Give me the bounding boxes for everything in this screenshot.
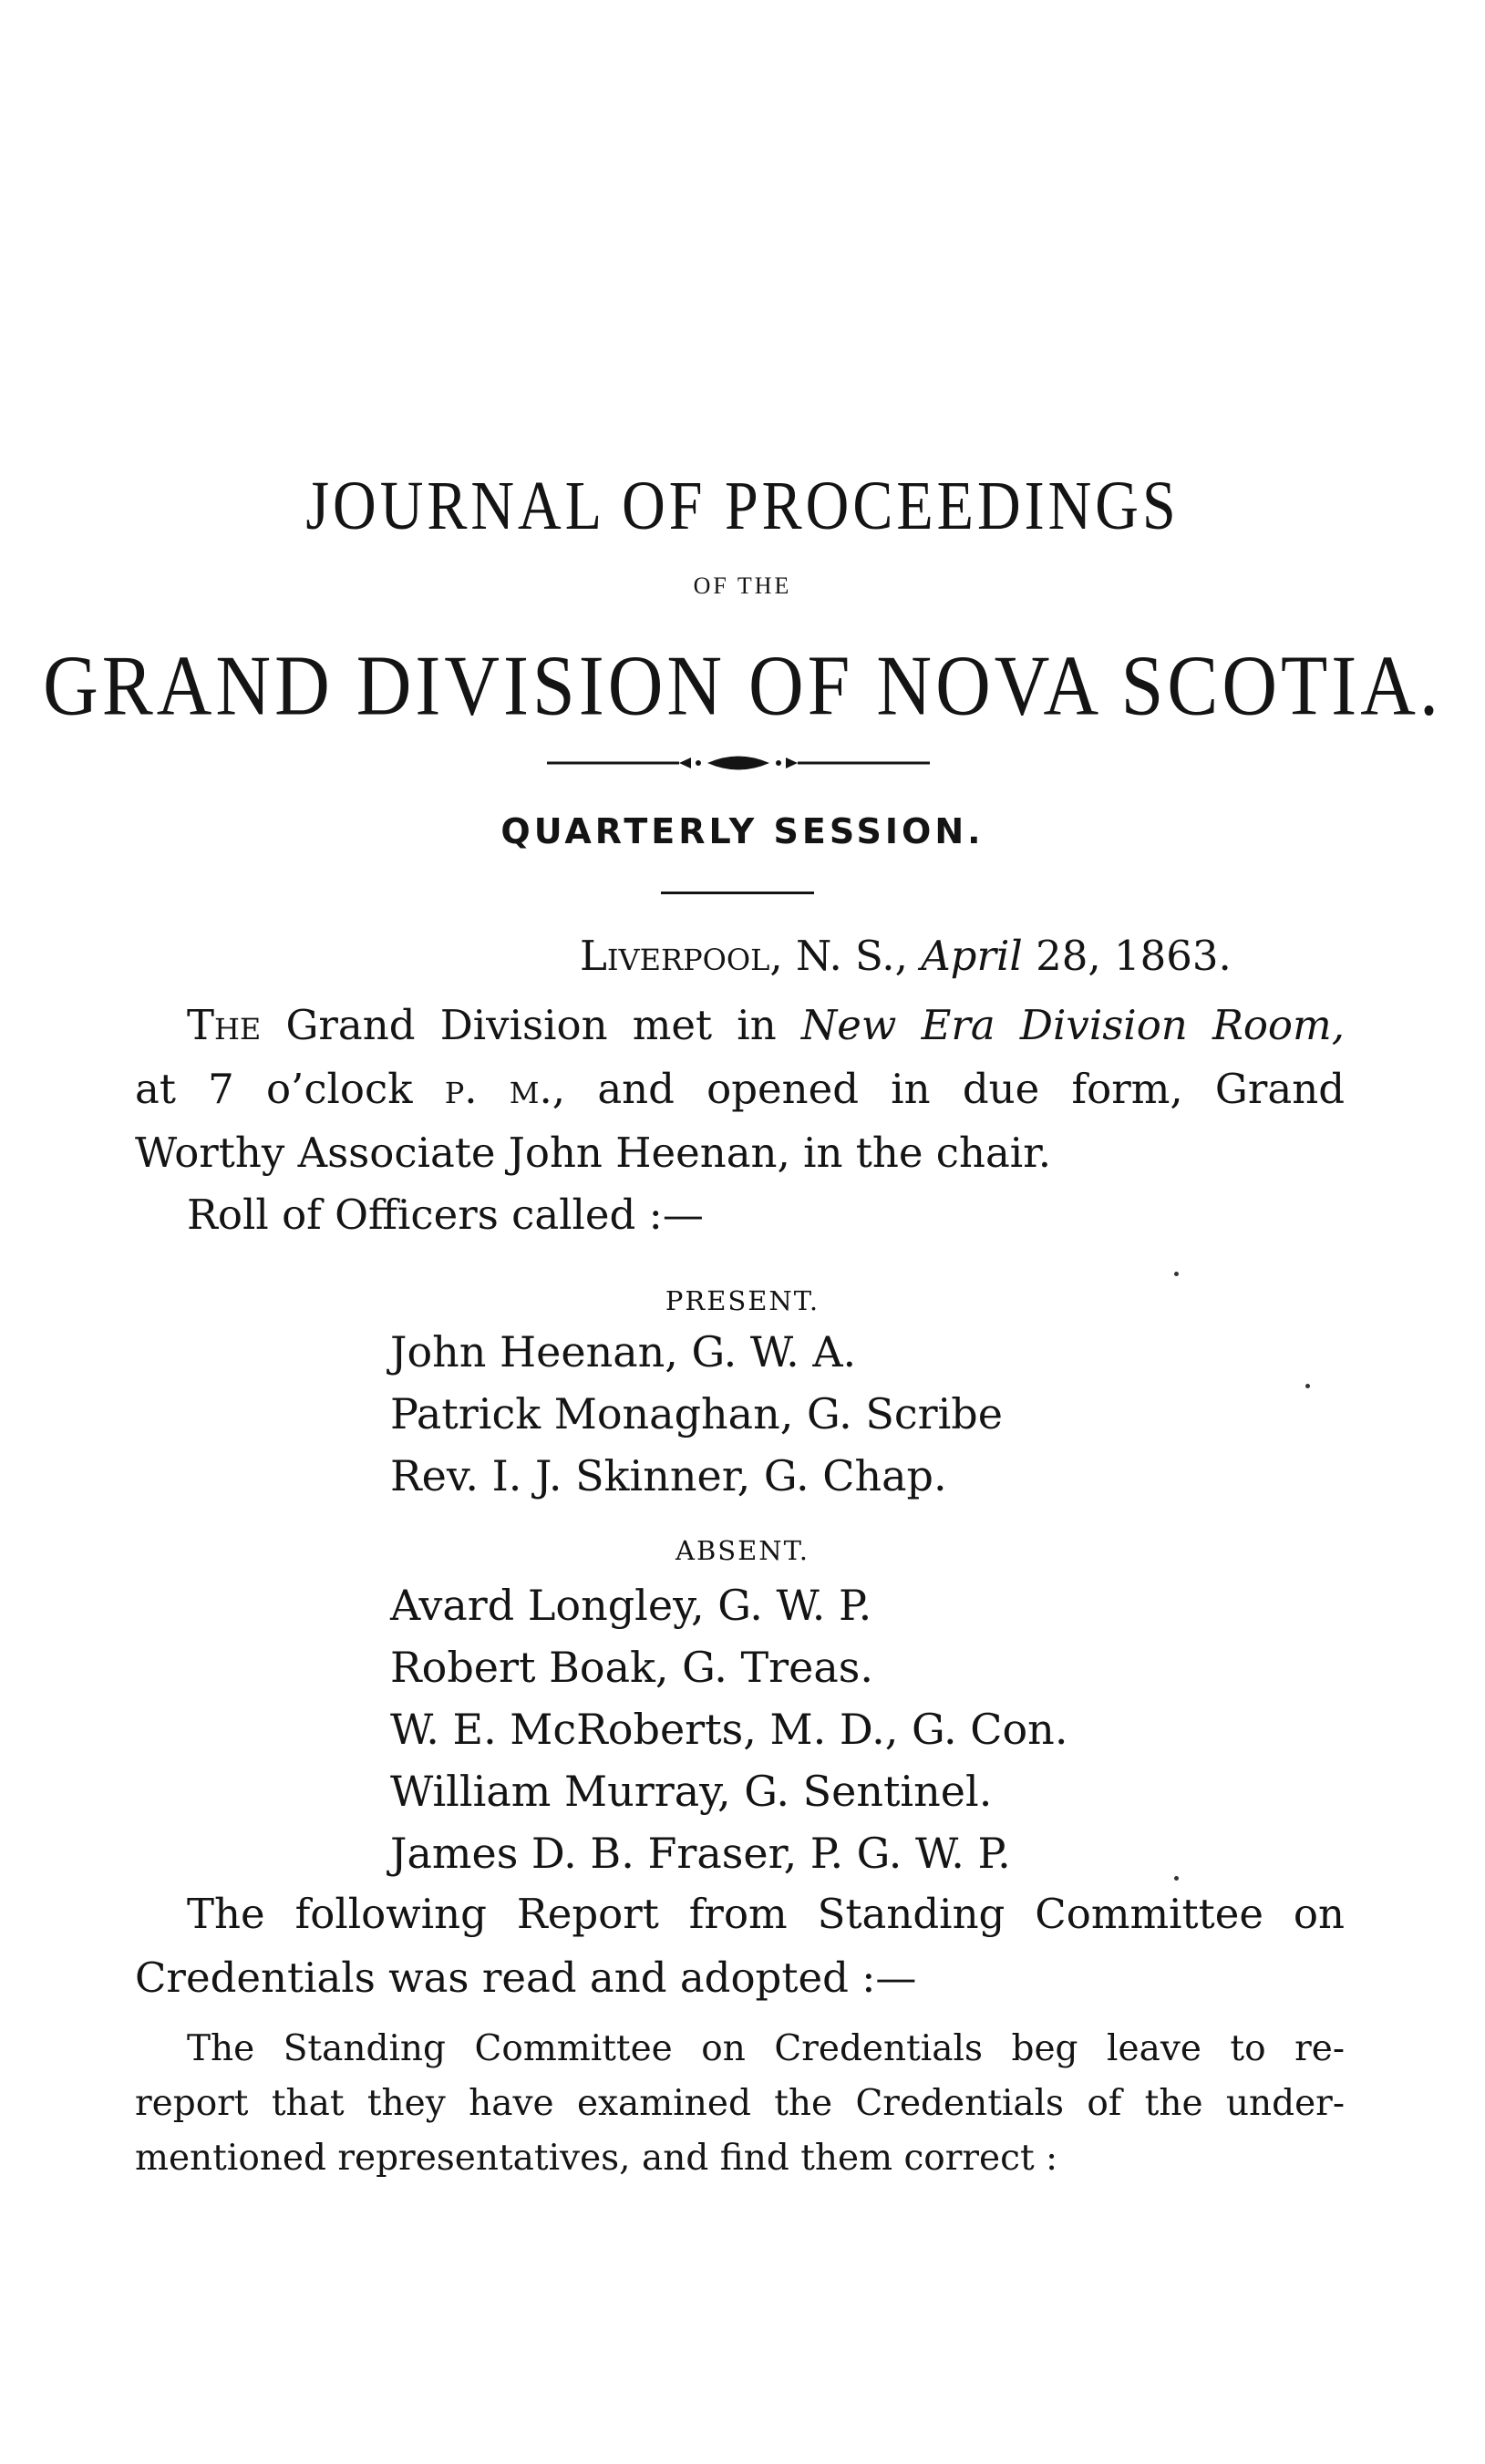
report-line-2: report that they have examined the Credentials of the under- [135, 2083, 1345, 2124]
print-speck [1305, 1384, 1310, 1388]
absent-officer: Robert Boak, G. Treas. [390, 1643, 874, 1692]
intro-line-2-start: at 7 o’clock [135, 1065, 445, 1113]
session-heading: QUARTERLY SESSION. [500, 811, 985, 851]
absent-officer: W. E. McRoberts, M. D., G. Con. [390, 1705, 1068, 1754]
intro-room: New Era Division Room, [800, 1001, 1345, 1049]
intro-the: The [187, 1001, 262, 1049]
dateline [580, 932, 1232, 980]
roll-call-line: Roll of Officers called :— [187, 1191, 704, 1239]
report-line-3: mentioned representatives, and find them correct : [135, 2138, 1058, 2179]
intro-pm: p. m., [444, 1065, 566, 1113]
absent-officer: William Murray, G. Sentinel. [390, 1767, 993, 1816]
intro-line-1-text: Grand Division met in [261, 1001, 801, 1049]
journal-title: JOURNAL OF PROCEEDINGS [305, 468, 1180, 545]
intro-line-1 [187, 1001, 1345, 1049]
dateline-place: Liverpool, [580, 932, 783, 980]
grand-division-title: GRAND DIVISION OF NOVA SCOTIA. [43, 638, 1442, 734]
absent-officer: James D. B. Fraser, P. G. W. P. [390, 1829, 1011, 1878]
present-heading: PRESENT. [665, 1285, 820, 1316]
intro-line-3: Worthy Associate John Heenan, in the chair. [135, 1129, 1052, 1177]
short-rule-divider [661, 892, 814, 894]
report-line-1: The Standing Committee on Credentials beg leave to re- [187, 2028, 1345, 2069]
present-officer: John Heenan, G. W. A. [390, 1327, 857, 1376]
report-intro-line-1: The following Report from Standing Committee on [187, 1890, 1345, 1938]
dateline-month: April [921, 932, 1023, 980]
report-intro-line-2: Credentials was read and adopted :— [135, 1954, 917, 2002]
print-speck [1174, 1272, 1179, 1276]
absent-officer: Avard Longley, G. W. P. [390, 1581, 872, 1630]
present-officer: Patrick Monaghan, G. Scribe [390, 1389, 1003, 1438]
intro-line-2 [135, 1065, 1345, 1113]
print-speck [1174, 1876, 1179, 1881]
absent-heading: ABSENT. [675, 1535, 810, 1566]
dateline-province: N. S., [782, 932, 922, 980]
present-officer: Rev. I. J. Skinner, G. Chap. [390, 1451, 947, 1500]
intro-line-2-end: and opened in due form, Grand [565, 1065, 1345, 1113]
ornament-divider [547, 749, 930, 777]
dateline-day-year: 28, 1863. [1022, 932, 1232, 980]
title-connector: OF THE [693, 572, 792, 599]
